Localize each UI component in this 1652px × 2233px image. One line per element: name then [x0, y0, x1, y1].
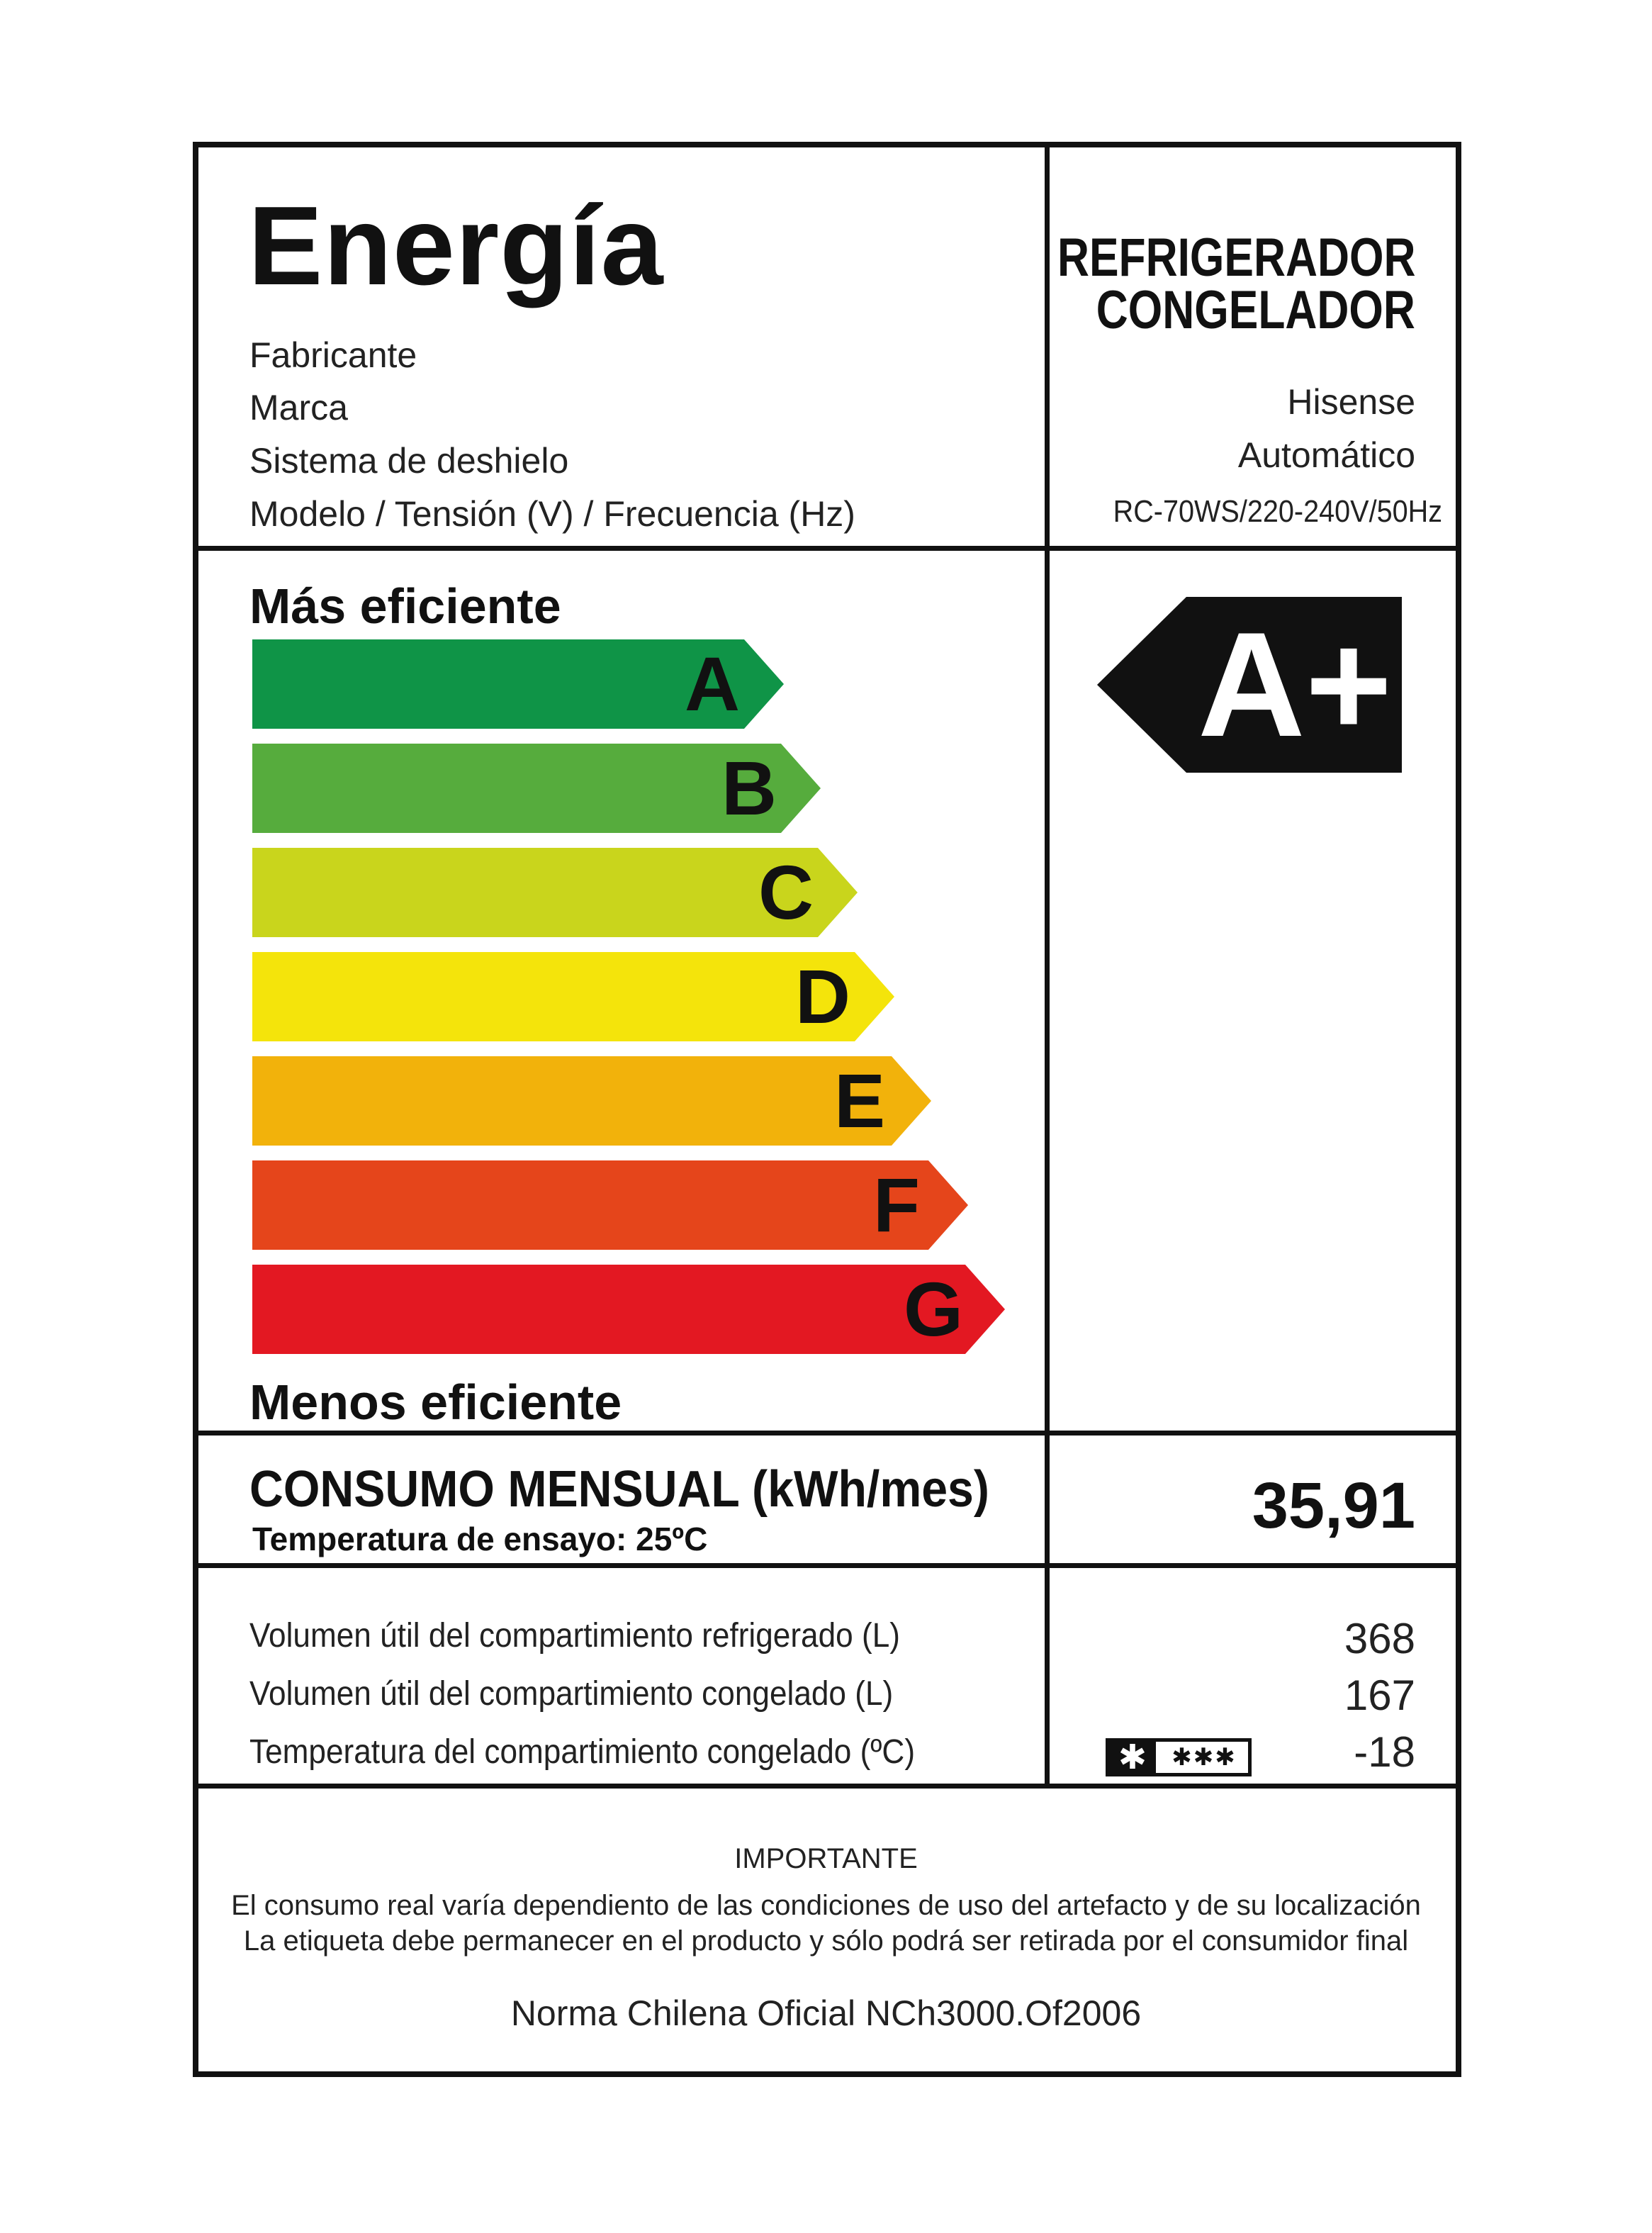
standard-reference: Norma Chilena Oficial NCh3000.Of2006: [510, 1993, 1142, 2033]
freezer-star-rating: [1106, 1738, 1252, 1776]
frozen-volume-value: 167: [1344, 1672, 1415, 1719]
defrost-value: Automático: [1237, 435, 1415, 475]
spec-label-defrost: Sistema de deshielo: [249, 441, 569, 481]
divider-volumes: [193, 1784, 1461, 1789]
consumption-value: 35,91: [1252, 1470, 1415, 1542]
freezer-temperature-value: -18: [1354, 1728, 1415, 1776]
important-line-2: La etiqueta debe permanecer en el producto y sólo podrá ser retirada por el consumidor final: [243, 1925, 1409, 1957]
refrigerated-volume-value: 368: [1344, 1615, 1415, 1662]
efficiency-band-letter: E: [833, 1058, 886, 1143]
spec-label-model: Modelo / Tensión (V) / Frecuencia (Hz): [249, 494, 855, 534]
consumption-title: CONSUMO MENSUAL (kWh/mes): [249, 1461, 989, 1518]
divider-consumption: [193, 1563, 1461, 1568]
divider-header: [193, 546, 1461, 551]
least-efficient-caption: Menos eficiente: [249, 1375, 622, 1430]
efficiency-band-d: [252, 952, 894, 1041]
efficiency-band-a: [252, 639, 784, 729]
efficiency-band-shape: [252, 1265, 1005, 1354]
efficiency-band-g: [252, 1265, 1005, 1354]
efficiency-band-letter: D: [795, 953, 850, 1039]
efficiency-band-f: [252, 1160, 968, 1250]
star-icons: ✱✱✱: [1171, 1744, 1237, 1771]
appliance-type-line2: CONGELADOR: [1096, 280, 1415, 340]
column-divider: [1045, 142, 1050, 1786]
spec-label-brand: Marca: [249, 388, 348, 427]
efficiency-band-b: [252, 744, 821, 833]
efficiency-band-letter: G: [903, 1266, 963, 1352]
efficiency-band-c: [252, 848, 858, 937]
most-efficient-caption: Más eficiente: [249, 578, 561, 634]
label-title: Energía: [248, 184, 664, 308]
test-temperature: Temperatura de ensayo: 25ºC: [252, 1521, 708, 1557]
divider-efficiency: [193, 1431, 1461, 1436]
appliance-type-line1: REFRIGERADOR: [1057, 228, 1415, 288]
efficiency-band-letter: C: [758, 849, 814, 935]
brand-value: Hisense: [1287, 382, 1415, 422]
important-line-1: El consumo real varía dependiento de las condiciones de uso del artefacto y de su localización: [231, 1890, 1421, 1921]
frozen-volume-label: Volumen útil del compartimiento congelado (L): [249, 1675, 894, 1713]
efficiency-band-e: [252, 1056, 931, 1146]
freezer-temperature-label: Temperatura del compartimiento congelado (ºC): [249, 1733, 916, 1771]
refrigerated-volume-label: Volumen útil del compartimiento refrigerado (L): [249, 1617, 900, 1655]
rating-arrow: [1097, 597, 1402, 773]
model-value: RC-70WS/220-240V/50Hz: [1113, 494, 1442, 529]
important-title: IMPORTANTE: [734, 1843, 918, 1874]
efficiency-band-letter: A: [685, 641, 740, 727]
rating-value: A+: [1198, 601, 1393, 768]
snowflake-icon: ✱: [1109, 1742, 1156, 1773]
efficiency-band-letter: F: [873, 1162, 920, 1248]
spec-label-manufacturer: Fabricante: [249, 335, 417, 375]
efficiency-band-letter: B: [721, 745, 777, 831]
